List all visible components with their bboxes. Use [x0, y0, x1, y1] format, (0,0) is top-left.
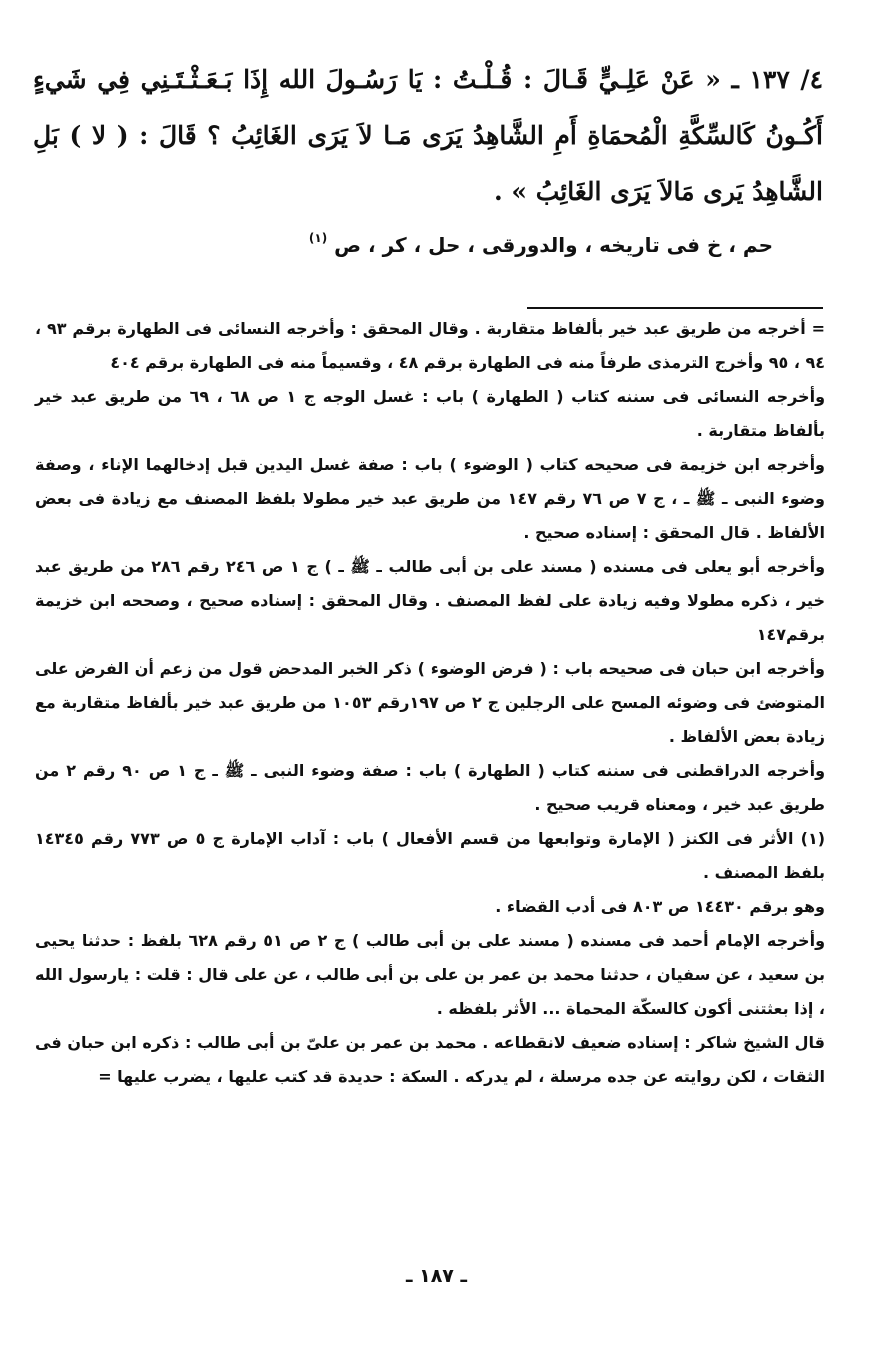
page-number: ـ ١٨٧ ـ: [405, 1265, 467, 1287]
footnote-paragraph: (١) الأثر فى الكنز ( الإمارة وتوابعها من قسم الأفعال ) باب : آداب الإمارة ج ٥ ص ٧٧٣ رقم ١٤٣٤٥ بلفظ المصنف .: [35, 829, 826, 882]
footnote-paragraph: وأخرجه أبو يعلى فى مسنده ( مسند على بن أبى طالب ـ ﷺ ـ ) ج ١ ص ٢٤٦ رقم ٢٨٦ من طريق عبد خير ، ذكره مطولا وفيه زيادة على لفظ المصنف . وقال المحقق : إسناده صحيح ، وصححه ابن خزيمة برقم١٤٧: [35, 557, 826, 644]
footnote-paragraph: وأخرجه الدراقطنى فى سننه كتاب ( الطهارة ) باب : صفة وضوء النبى ـ ﷺ ـ ج ١ ص ٩٠ رقم ٢ من طريق عبد خير ، ومعناه قريب صحيح .: [35, 761, 826, 814]
footnote-paragraph: = أخرجه من طريق عبد خير بألفاظ متقاربة . وقال المحقق : وأخرجه النسائى فى الطهارة برقم ٩٣ ، ٩٤ ، ٩٥ وأخرج الترمذى طرفاً منه فى الطهارة برقم ٤٨ ، وقسيماً منه فى الطهارة برقم ٤٠٤: [35, 319, 825, 372]
sources-text: حم ، خ فى تاريخه ، والدورقى ، حل ، كر ، ص: [334, 233, 773, 257]
footnote-paragraph: وأخرجه النسائى فى سننه كتاب ( الطهارة ) باب : غسل الوجه ج ١ ص ٦٨ ، ٦٩ من طريق عبد خير بألفاظ متقاربة .: [35, 387, 826, 440]
footnote-marker: (١): [308, 231, 328, 245]
hadith-text: ٤/ ١٣٧ ـ « عَنْ عَلِـيٍّ قَـالَ : قُـلْـتُ : يَا رَسُـولَ الله إِذَا بَـعَـثْـتَـنِي فِي شَيءٍ أَكُـونُ كَالسِّكَّةِ الْمُحمَاةِ أَمِ الشَّاهِدُ يَرَى مَـا لاَ يَرَى الغَائِبُ ؟ قَالَ : ( لا ) بَلِ الشَّاهِدُ يَرى مَالاَ يَرَى الغَائِبُ » .: [33, 65, 823, 206]
footnote-paragraph: وأخرجه ابن خزيمة فى صحيحه كتاب ( الوضوء ) باب : صفة غسل اليدين قبل إدخالهما الإناء ، وصفة وضوء النبى ـ ﷺ ـ ، ج ٧ ص ٧٦ رقم ١٤٧ من طريق عبد خير مطولا بلفظ المصنف مع زيادة فى بعض الألفاظ . قال المحقق : إسناده صحيح .: [35, 455, 826, 542]
footnote-paragraph: قال الشيخ شاكر : إسناده ضعيف لانقطاعه . محمد بن عمر بن علىّ بن أبى طالب : ذكره ابن حبان فى الثقات ، لكن روايته عن جده مرسلة ، لم يدركه . السكة : حديدة قد كتب عليها ، يضرب عليها =: [35, 1033, 825, 1086]
footnote-divider: [527, 307, 823, 309]
footnote-paragraph: وأخرجه ابن حبان فى صحيحه باب : ( فرض الوضوء ) ذكر الخبر المدحض قول من زعم أن الفرض على المتوضئ فى وضوئه المسح على الرجلين ج ٢ ص ١٩٧رقم ١٠٥٣ من طريق عبد خير بألفاظ متقاربة مع زيادة بعض الألفاظ .: [35, 659, 826, 746]
footnotes-section: [35, 312, 825, 1094]
footnote-paragraph: وهو برقم ١٤٤٣٠ ص ٨٠٣ فى أدب القضاء .: [495, 897, 825, 916]
footnote-paragraph: وأخرجه الإمام أحمد فى مسنده ( مسند على بن أبى طالب ) ج ٢ ص ٥١ رقم ٦٢٨ بلفظ : حدثنا يحيى بن سعيد ، عن سفيان ، حدثنا محمد بن عمر بن على بن أبى طالب ، عن على قال : قلت : يارسول الله ، إذا بعثتنى أكون كالسكّة المحماة ... الأثر بلفظه .: [35, 931, 826, 1018]
hadith-sources: [73, 218, 773, 265]
hadith-text-block: [33, 52, 823, 220]
